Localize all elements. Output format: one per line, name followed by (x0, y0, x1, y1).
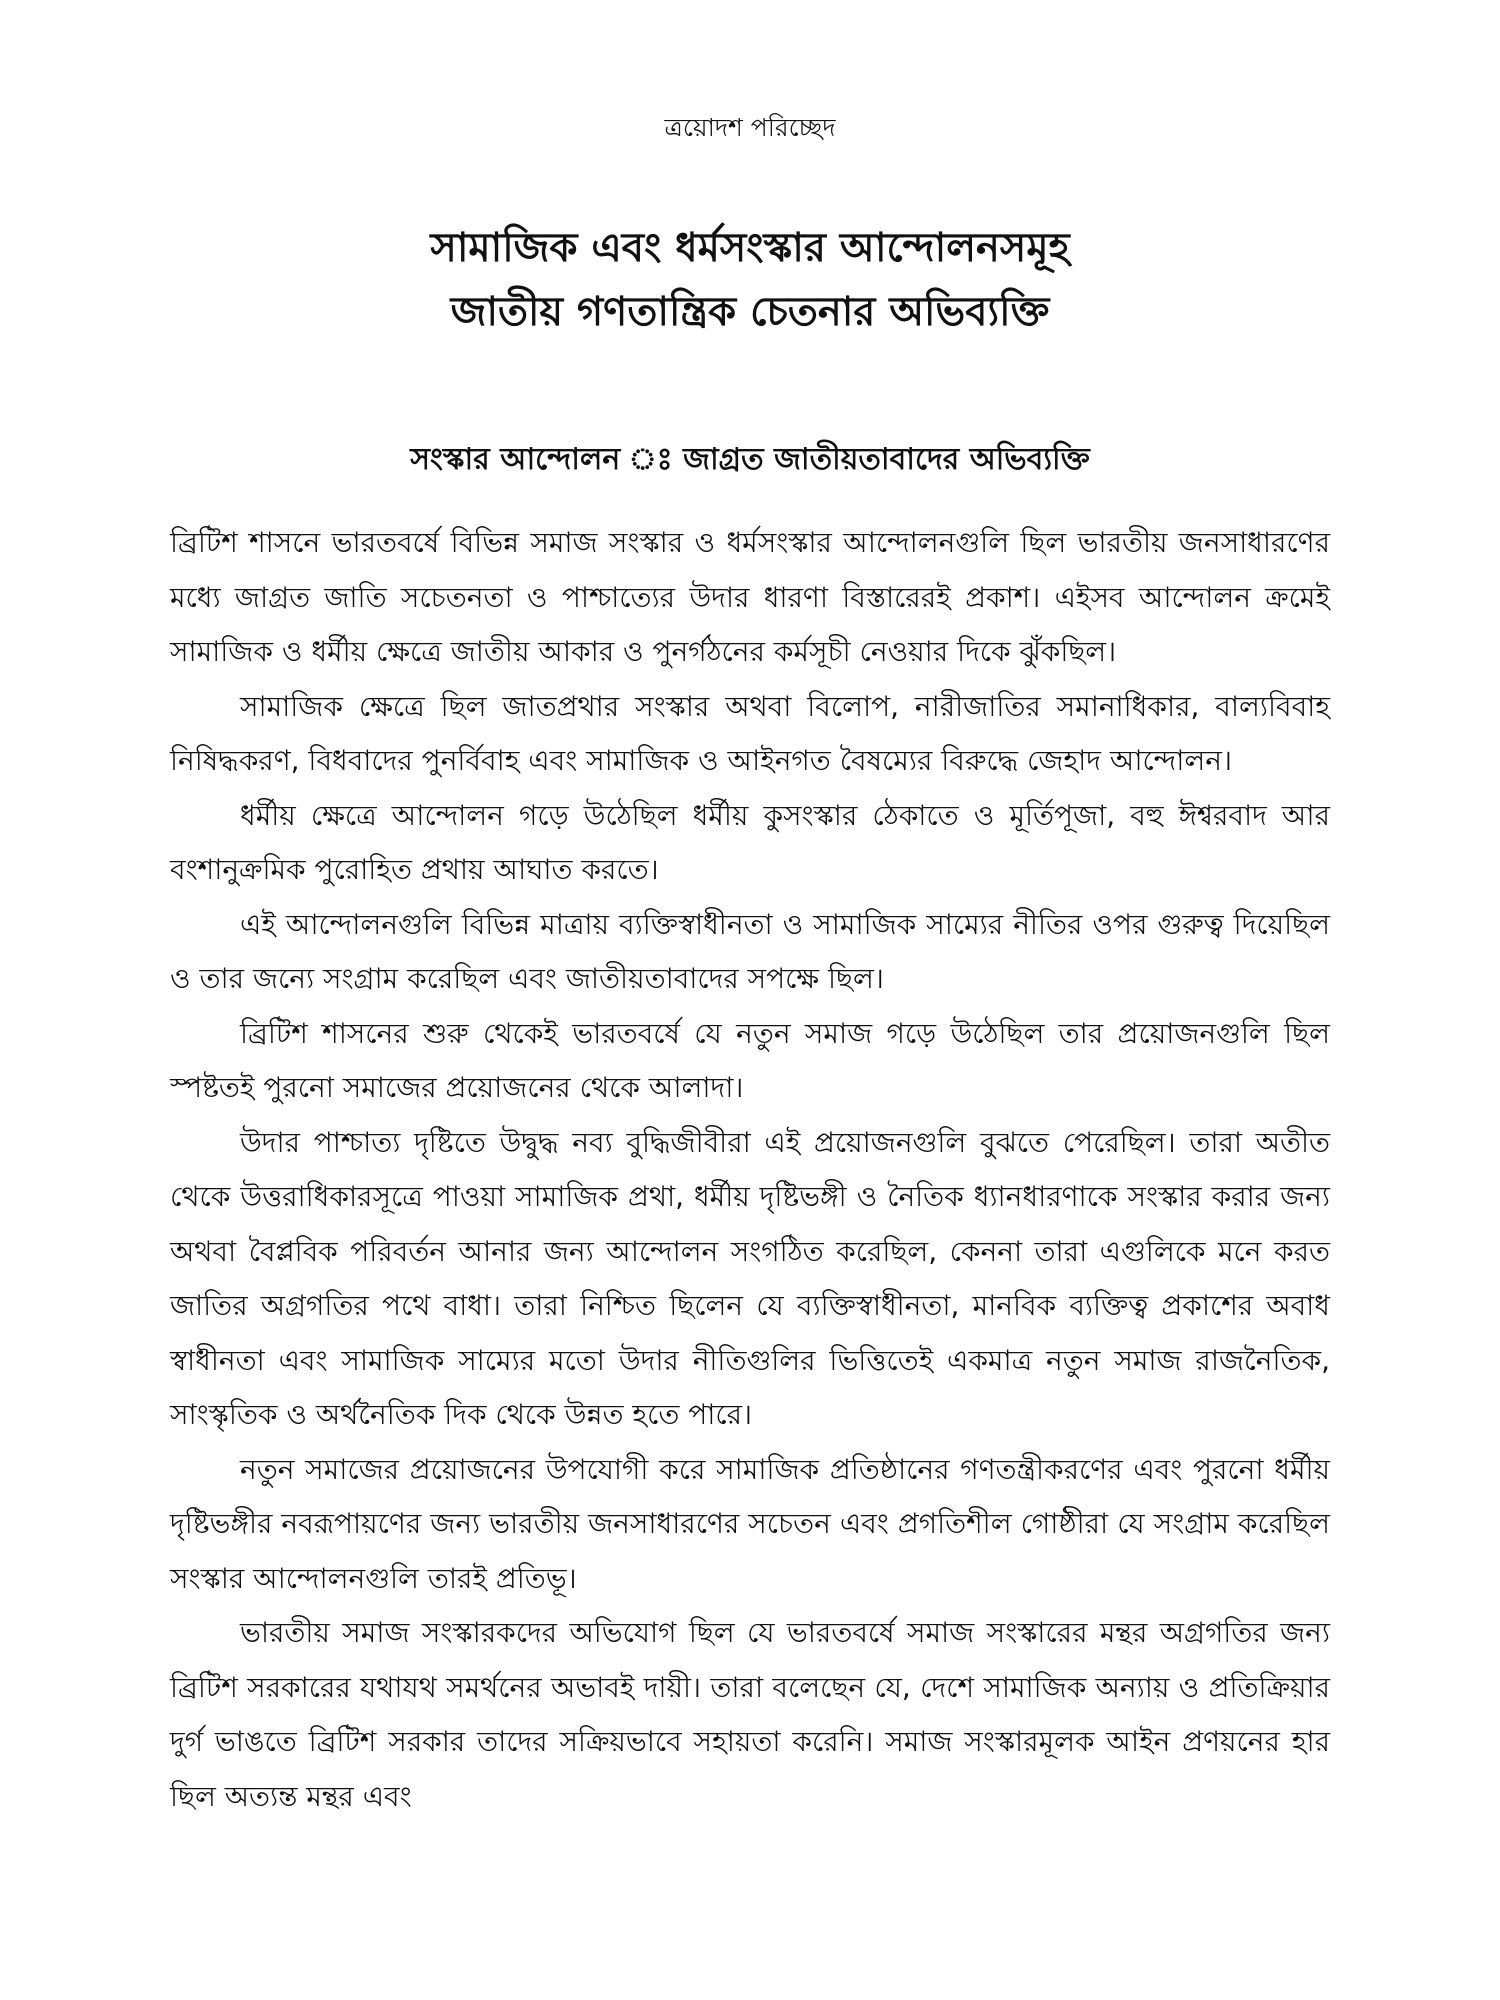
paragraph: সামাজিক ক্ষেত্রে ছিল জাতপ্রথার সংস্কার অথবা বিলোপ, নারীজাতির সমানাধিকার, বাল্যবিবাহ নিষিদ্ধকরণ, বিধবাদের পুনর্বিবাহ এবং সামাজিক ও আইনগত বৈষম্যের বিরুদ্ধে জেহাদ আন্দোলন। (170, 689, 1330, 777)
chapter-title-line-2: জাতীয় গণতান্ত্রিক চেতনার অভিব্যক্তি (450, 289, 1050, 335)
chapter-title-line-1: সামাজিক এবং ধর্মসংস্কার আন্দোলনসমূহ (430, 225, 1070, 271)
paragraph: ভারতীয় সমাজ সংস্কারকদের অভিযোগ ছিল যে ভারতবর্ষে সমাজ সংস্কারের মন্থর অগ্রগতির জন্য ব্রিটিশ সরকারের যথাযথ সমর্থনের অভাবই দায়ী। তারা বলেছেন যে, দেশে সামাজিক অন্যায় ও প্রতিক্রিয়ার দুর্গ ভাঙতে ব্রিটিশ সরকার তাদের সক্রিয়ভাবে সহায়তা করেনি। সমাজ সংস্কারমূলক আইন প্রণয়নের হার ছিল অত্যন্ত মন্থর এবং (170, 1616, 1330, 1813)
paragraph: এই আন্দোলনগুলি বিভিন্ন মাত্রায় ব্যক্তিস্বাধীনতা ও সামাজিক সাম্যের নীতির ওপর গুরুত্ব দিয়েছিল ও তার জন্যে সংগ্রাম করেছিল এবং জাতীয়তাবাদের সপক্ষে ছিল। (170, 907, 1330, 995)
section-heading: সংস্কার আন্দোলন ঃ জাগ্রত জাতীয়তাবাদের অভিব্যক্তি (410, 442, 1090, 477)
paragraph: নতুন সমাজের প্রয়োজনের উপযোগী করে সামাজিক প্রতিষ্ঠানের গণতন্ত্রীকরণের এবং পুরনো ধর্মীয় দৃষ্টিভঙ্গীর নবরূপায়ণের জন্য ভারতীয় জনসাধারণের সচেতন এবং প্রগতিশীল গোষ্ঠীরা যে সংগ্রাম করেছিল সংস্কার আন্দোলনগুলি তারই প্রতিভূ। (170, 1452, 1330, 1595)
body-text (170, 516, 1330, 1824)
paragraph: ব্রিটিশ শাসনে ভারতবর্ষে বিভিন্ন সমাজ সংস্কার ও ধর্মসংস্কার আন্দোলনগুলি ছিল ভারতীয় জনসাধারণের মধ্যে জাগ্রত জাতি সচেতনতা ও পাশ্চাত্যের উদার ধারণা বিস্তারেরই প্রকাশ। এইসব আন্দোলন ক্রমেই সামাজিক ও ধর্মীয় ক্ষেত্রে জাতীয় আকার ও পুনর্গঠনের কর্মসূচী নেওয়ার দিকে ঝুঁকছিল। (170, 526, 1330, 668)
paragraph: ব্রিটিশ শাসনের শুরু থেকেই ভারতবর্ষে যে নতুন সমাজ গড়ে উঠেছিল তার প্রয়োজনগুলি ছিল স্পষ্টতই পুরনো সমাজের প্রয়োজনের থেকে আলাদা। (170, 1016, 1330, 1104)
paragraph: উদার পাশ্চাত্য দৃষ্টিতে উদ্বুদ্ধ নব্য বুদ্ধিজীবীরা এই প্রয়োজনগুলি বুঝতে পেরেছিল। তারা অতীত থেকে উত্তরাধিকারসূত্রে পাওয়া সামাজিক প্রথা, ধর্মীয় দৃষ্টিভঙ্গী ও নৈতিক ধ্যানধারণাকে সংস্কার করার জন্য অথবা বৈপ্লবিক পরিবর্তন আনার জন্য আন্দোলন সংগঠিত করেছিল, কেননা তারা এগুলিকে মনে করত জাতির অগ্রগতির পথে বাধা। তারা নিশ্চিত ছিলেন যে ব্যক্তিস্বাধীনতা, মানবিক ব্যক্তিত্ব প্রকাশের অবাধ স্বাধীনতা এবং সামাজিক সাম্যের মতো উদার নীতিগুলির ভিত্তিতেই একমাত্র নতুন সমাজ রাজনৈতিক, সাংস্কৃতিক ও অর্থনৈতিক দিক থেকে উন্নত হতে পারে। (170, 1125, 1330, 1431)
paragraph: ধর্মীয় ক্ষেত্রে আন্দোলন গড়ে উঠেছিল ধর্মীয় কুসংস্কার ঠেকাতে ও মূর্তিপূজা, বহু ঈশ্বরবাদ আর বংশানুক্রমিক পুরোহিত প্রথায় আঘাত করতে। (170, 798, 1330, 886)
chapter-label: ত্রয়োদশ পরিচ্ছেদ (664, 113, 836, 142)
